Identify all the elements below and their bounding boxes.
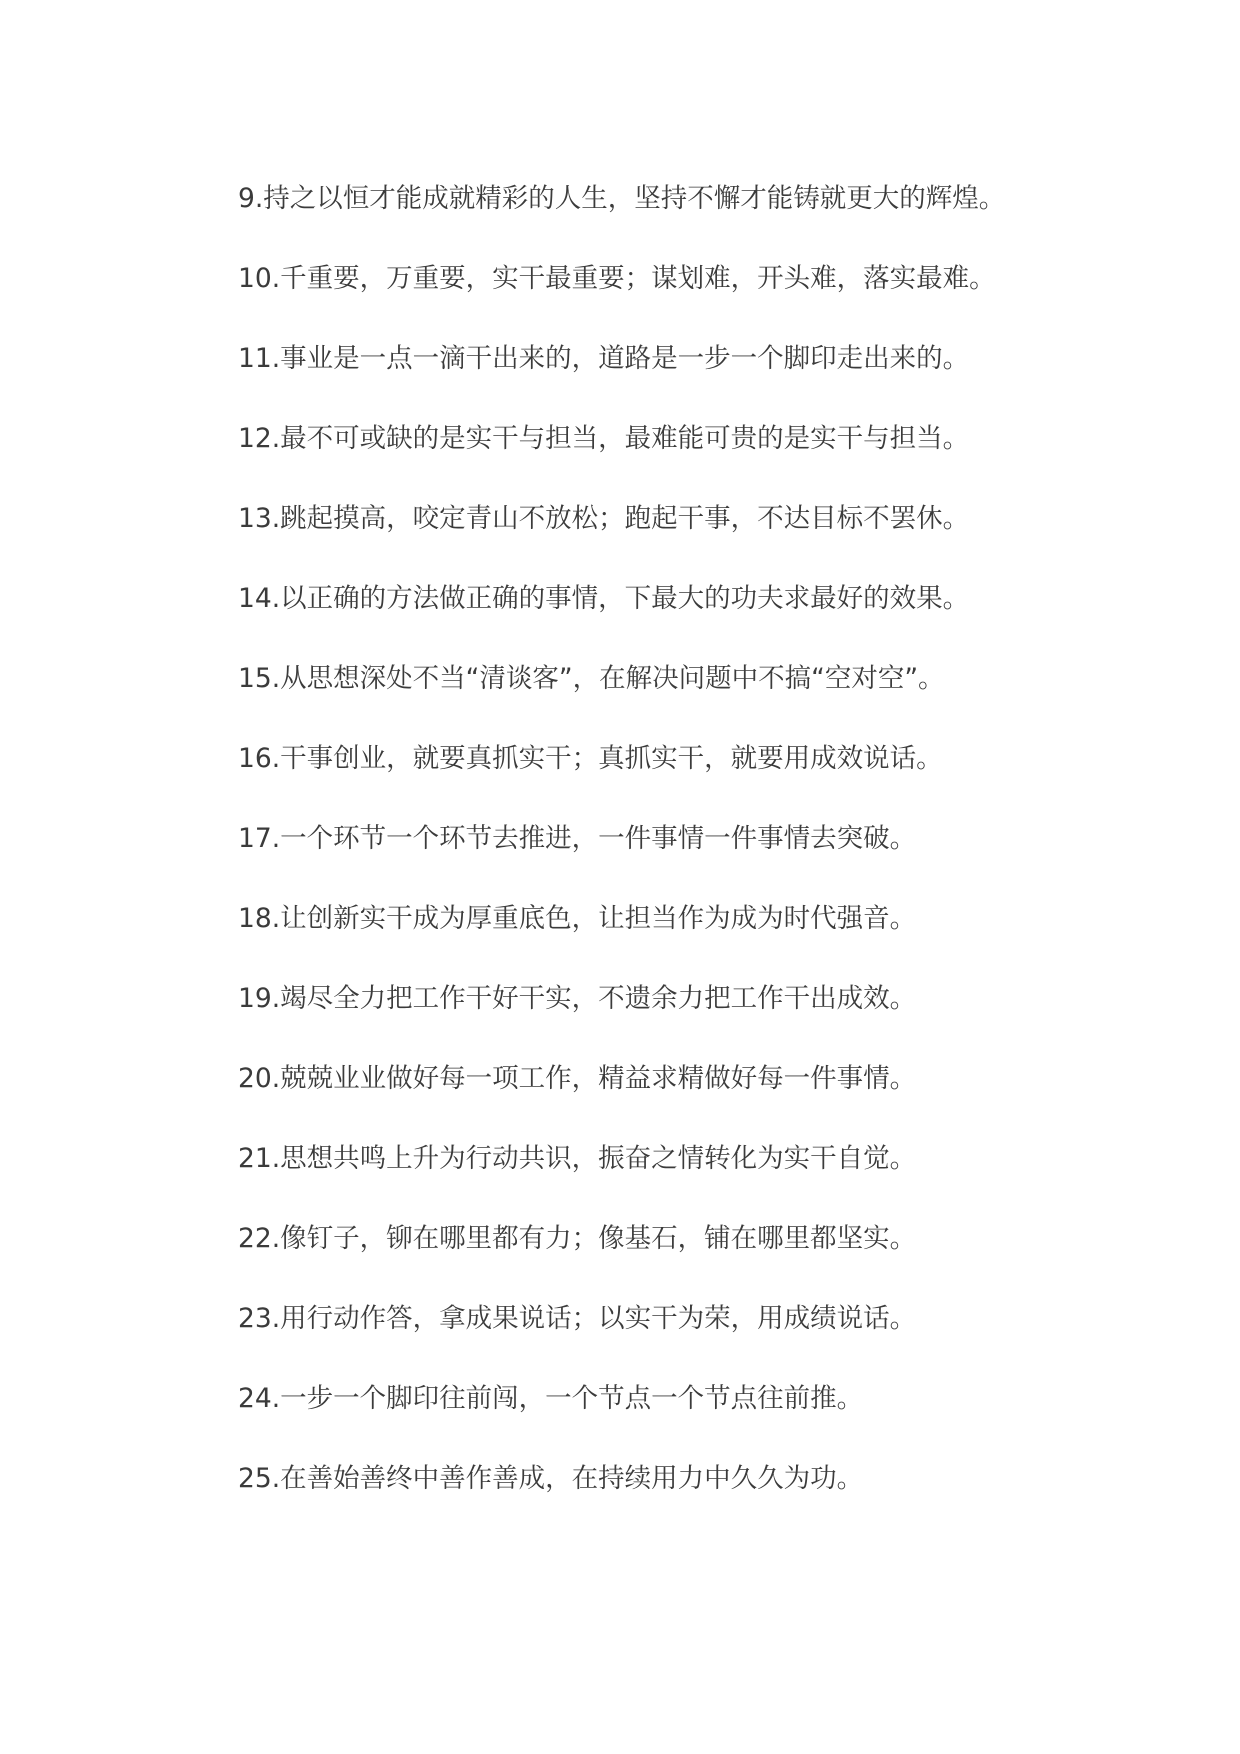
quote-item-11: 11.事业是一点一滴干出来的，道路是一步一个脚印走出来的。 [238, 343, 970, 374]
quote-item-25: 25.在善始善终中善作善成，在持续用力中久久为功。 [238, 1463, 864, 1494]
quote-item-9: 9.持之以恒才能成就精彩的人生，坚持不懈才能铸就更大的辉煌。 [238, 183, 1006, 214]
quote-item-12: 12.最不可或缺的是实干与担当，最难能可贵的是实干与担当。 [238, 423, 970, 454]
quote-item-14: 14.以正确的方法做正确的事情，下最大的功夫求最好的效果。 [238, 583, 970, 614]
quote-item-16: 16.干事创业，就要真抓实干；真抓实干，就要用成效说话。 [238, 743, 943, 774]
quote-item-19: 19.竭尽全力把工作干好干实，不遗余力把工作干出成效。 [238, 983, 917, 1014]
quote-item-10: 10.千重要，万重要，实干最重要；谋划难，开头难，落实最难。 [238, 263, 996, 294]
quote-item-24: 24.一步一个脚印往前闯，一个节点一个节点往前推。 [238, 1383, 864, 1414]
quote-item-20: 20.兢兢业业做好每一项工作，精益求精做好每一件事情。 [238, 1063, 917, 1094]
quote-item-21: 21.思想共鸣上升为行动共识，振奋之情转化为实干自觉。 [238, 1143, 917, 1174]
quote-item-17: 17.一个环节一个环节去推进，一件事情一件事情去突破。 [238, 823, 917, 854]
quote-item-18: 18.让创新实干成为厚重底色，让担当作为成为时代强音。 [238, 903, 917, 934]
quote-item-13: 13.跳起摸高，咬定青山不放松；跑起干事，不达目标不罢休。 [238, 503, 970, 534]
quote-list [186, 166, 1056, 1512]
quote-item-23: 23.用行动作答，拿成果说话；以实干为荣，用成绩说话。 [238, 1303, 917, 1334]
quote-item-15: 15.从思想深处不当“清谈客”，在解决问题中不搞“空对空”。 [238, 663, 945, 694]
quote-item-22: 22.像钉子，铆在哪里都有力；像基石，铺在哪里都坚实。 [238, 1223, 917, 1254]
